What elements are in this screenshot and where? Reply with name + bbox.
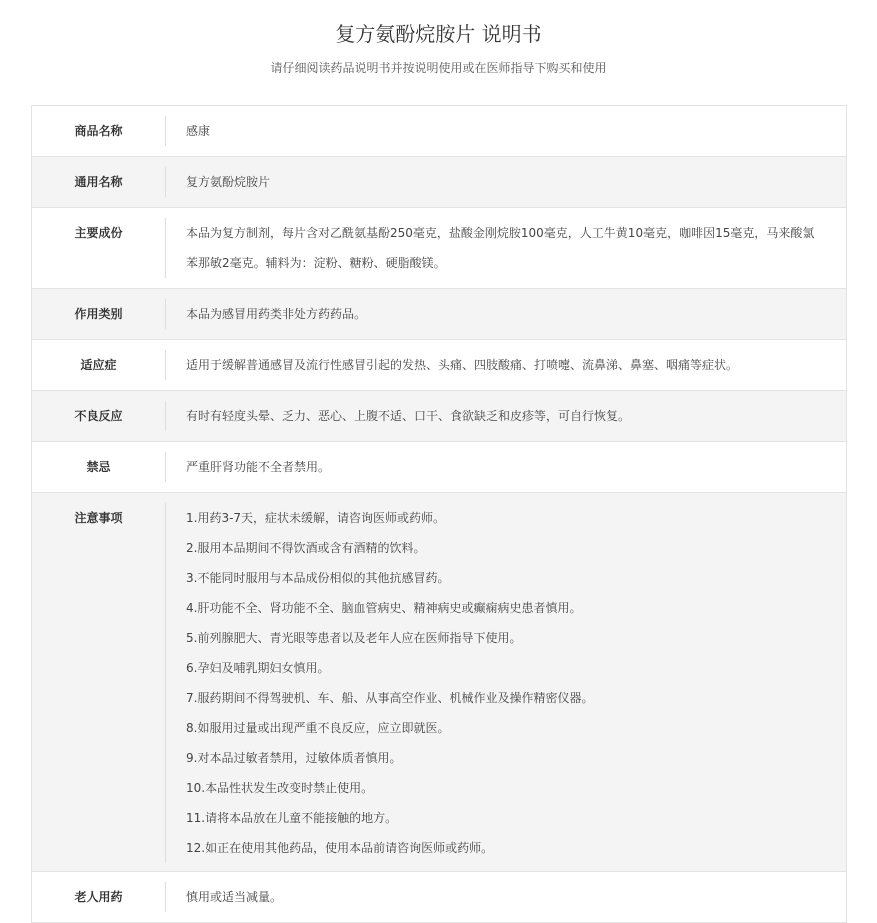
row-generic-name	[32, 157, 846, 208]
precaution-item: 7.服药期间不得驾驶机、车、船、从事高空作业、机械作业及操作精密仪器。	[186, 691, 594, 705]
row-label: 作用类别	[32, 299, 166, 329]
precaution-item: 6.孕妇及哺乳期妇女慎用。	[186, 661, 330, 675]
row-value: 有时有轻度头晕、乏力、恶心、上腹不适、口干、食欲缺乏和皮疹等，可自行恢复。	[186, 409, 631, 423]
row-label: 老人用药	[32, 882, 166, 912]
precaution-item: 8.如服用过量或出现严重不良反应，应立即就医。	[186, 721, 450, 735]
ingredients-line: 本品为复方制剂，每片含对乙酰氨基酚250毫克，盐酸金刚烷胺100毫克，人工牛黄10毫克，咖啡因15毫克，马来酸氯	[186, 226, 815, 240]
row-value	[166, 218, 846, 278]
row-value: 严重肝肾功能不全者禁用。	[186, 460, 331, 474]
row-contraindications	[32, 442, 846, 493]
row-value: 复方氨酚烷胺片	[186, 175, 271, 189]
row-value: 适用于缓解普通感冒及流行性感冒引起的发热、头痛、四肢酸痛、打喷嚏、流鼻涕、鼻塞、咽痛等症状。	[186, 358, 739, 372]
row-adverse-reactions	[32, 391, 846, 442]
row-value: 慎用或适当减量。	[186, 890, 283, 904]
row-label: 主要成份	[32, 218, 166, 278]
instructions-table	[31, 105, 847, 923]
precaution-item: 9.对本品过敏者禁用，过敏体质者慎用。	[186, 751, 402, 765]
row-category	[32, 289, 846, 340]
precaution-item: 10.本品性状发生改变时禁止使用。	[186, 781, 374, 795]
row-value: 感康	[186, 124, 211, 138]
row-indications	[32, 340, 846, 391]
row-trade-name	[32, 106, 846, 157]
row-label: 注意事项	[32, 503, 166, 863]
row-label: 适应症	[32, 350, 166, 380]
row-elderly-use	[32, 872, 846, 923]
row-label: 禁忌	[32, 452, 166, 482]
precaution-item: 4.肝功能不全、肾功能不全、脑血管病史、精神病史或癫痫病史患者慎用。	[186, 601, 582, 615]
precaution-item: 12.如正在使用其他药品，使用本品前请咨询医师或药师。	[186, 841, 494, 855]
precaution-item: 1.用药3-7天，症状未缓解，请咨询医师或药师。	[186, 511, 446, 525]
row-label: 商品名称	[32, 116, 166, 146]
row-label: 通用名称	[32, 167, 166, 197]
precaution-item: 5.前列腺肥大、青光眼等患者以及老年人应在医师指导下使用。	[186, 631, 522, 645]
page-subtitle: 请仔细阅读药品说明书并按说明使用或在医师指导下购买和使用	[270, 61, 607, 75]
precaution-item: 3.不能同时服用与本品成份相似的其他抗感冒药。	[186, 571, 450, 585]
row-ingredients	[32, 208, 846, 289]
row-precautions	[32, 493, 846, 872]
row-value: 本品为感冒用药类非处方药药品。	[186, 307, 367, 321]
row-value	[166, 503, 846, 863]
row-label: 不良反应	[32, 401, 166, 431]
precaution-item: 11.请将本品放在儿童不能接触的地方。	[186, 811, 398, 825]
ingredients-line: 苯那敏2毫克。辅料为：淀粉、糖粉、硬脂酸镁。	[186, 256, 446, 270]
precaution-item: 2.服用本品期间不得饮酒或含有酒精的饮料。	[186, 541, 426, 555]
page-title: 复方氨酚烷胺片 说明书	[335, 22, 542, 46]
